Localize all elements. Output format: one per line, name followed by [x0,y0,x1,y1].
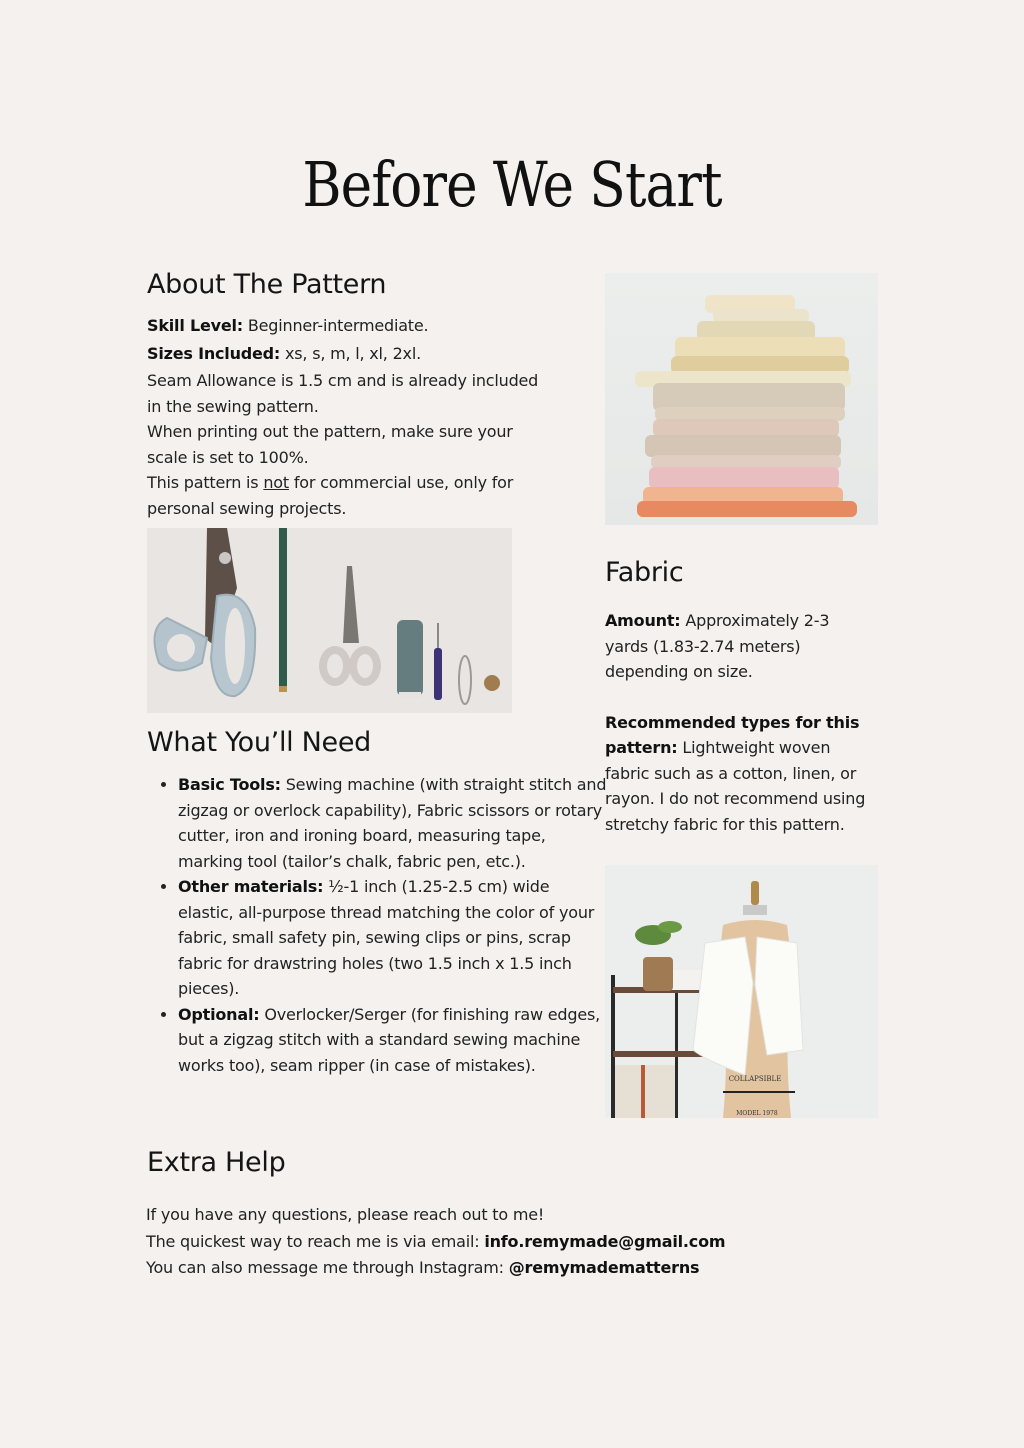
fabric-rec-label-2: pattern: [605,738,678,757]
fabric-stack-image [605,273,878,525]
needs-item-other-materials [178,874,608,1002]
fabric-heading: Fabric [605,557,684,588]
needs-item-optional [178,1002,608,1079]
basic-tools-text: Sewing machine (with straight stitch and zigzag or overlock capability), Fabric scissors or rotary cutter, iron and ironing board, measuring tape, marking tool (tailor’s chalk, fabric pen, etc.). [178,775,607,871]
usage-note-line2: personal sewing projects. [147,498,347,518]
help-line2 [146,1229,846,1256]
basic-tools-label: Basic Tools: [178,775,281,794]
fabric-rec-line3: fabric such as a cotton, linen, or [605,763,857,783]
fabric-rec-line2 [605,735,885,761]
usage-not-underlined: not [263,473,289,492]
usage-note-line1 [147,470,577,496]
help-line1: If you have any questions, please reach out to me! [146,1205,545,1224]
help-line3 [146,1255,846,1282]
fabric-amount-line2: yards (1.83-2.74 meters) [605,636,801,656]
about-section [147,313,577,521]
fabric-amount-line3: depending on size. [605,662,753,681]
fabric-rec-line4: rayon. I do not recommend using [605,789,866,808]
fabric-rec-label: Recommended types for this [605,712,860,732]
fabric-amount-label: Amount: [605,611,681,630]
help-email-link[interactable]: info.remymade@gmail.com [484,1231,726,1251]
help-heading: Extra Help [147,1147,286,1178]
optional-label: Optional: [178,1004,260,1024]
other-materials-label: Other materials: [178,877,324,896]
mannequin-label-bottom: MODEL 1978 [736,1110,778,1117]
mannequin-illustration [605,865,878,1118]
help-section [146,1202,846,1282]
seam-allowance-line1: Seam Allowance is 1.5 cm and is already included [147,371,539,390]
fabric-rec-line5: stretchy fabric for this pattern. [605,814,845,834]
fabric-section [605,608,885,837]
help-email-prompt: The quickest way to reach me is via email: [146,1231,485,1251]
optional-text: Overlocker/Serger (for finishing raw edges, but a zigzag stitch with a standard sewing machine works too), seam ripper (in case of mistakes). [178,1004,600,1075]
help-instagram-handle[interactable]: @remymadematterns [508,1258,700,1277]
sizes-value: xs, s, m, l, xl, 2xl. [280,343,421,363]
sizes-included [147,341,577,367]
usage-text-b: for commercial use, only for [288,473,514,492]
help-instagram-prompt: You can also message me through Instagram: [146,1258,509,1277]
sizes-label: Sizes Included: [147,343,281,363]
fabric-rec-line1 [605,710,885,736]
needs-list [152,772,608,1078]
page-title: Before We Start [302,148,722,221]
about-heading: About The Pattern [147,269,387,300]
print-note-line2: scale is set to 100%. [147,447,309,467]
needs-item-basic-tools [178,772,608,874]
fabric-amount-text: Approximately 2-3 [680,611,830,630]
usage-text-a: This pattern is [147,473,264,492]
skill-level-label: Skill Level: [147,316,243,335]
print-note-line1: When printing out the pattern, make sure your [147,422,513,441]
sewing-tools-illustration [147,528,512,713]
fabric-amount-line1 [605,608,885,634]
skill-level-value: Beginner-intermediate. [243,316,429,335]
needs-heading: What You’ll Need [147,727,371,758]
spacer [605,685,885,710]
fabric-rec-text: Lightweight woven [677,738,831,757]
seam-allowance-line2: in the sewing pattern. [147,396,319,416]
other-materials-text: ½-1 inch (1.25-2.5 cm) wide elastic, all-purpose thread matching the color of your fabric, small safety pin, sewing clips or pins, scrap fabric for drawstring holes (two 1.5 inch x 1.5 inch pieces). [178,877,595,998]
sewing-tools-image [147,528,512,713]
mannequin-image [605,865,878,1118]
skill-level [147,313,577,339]
mannequin-label-top: COLLAPSIBLE [728,1075,782,1083]
